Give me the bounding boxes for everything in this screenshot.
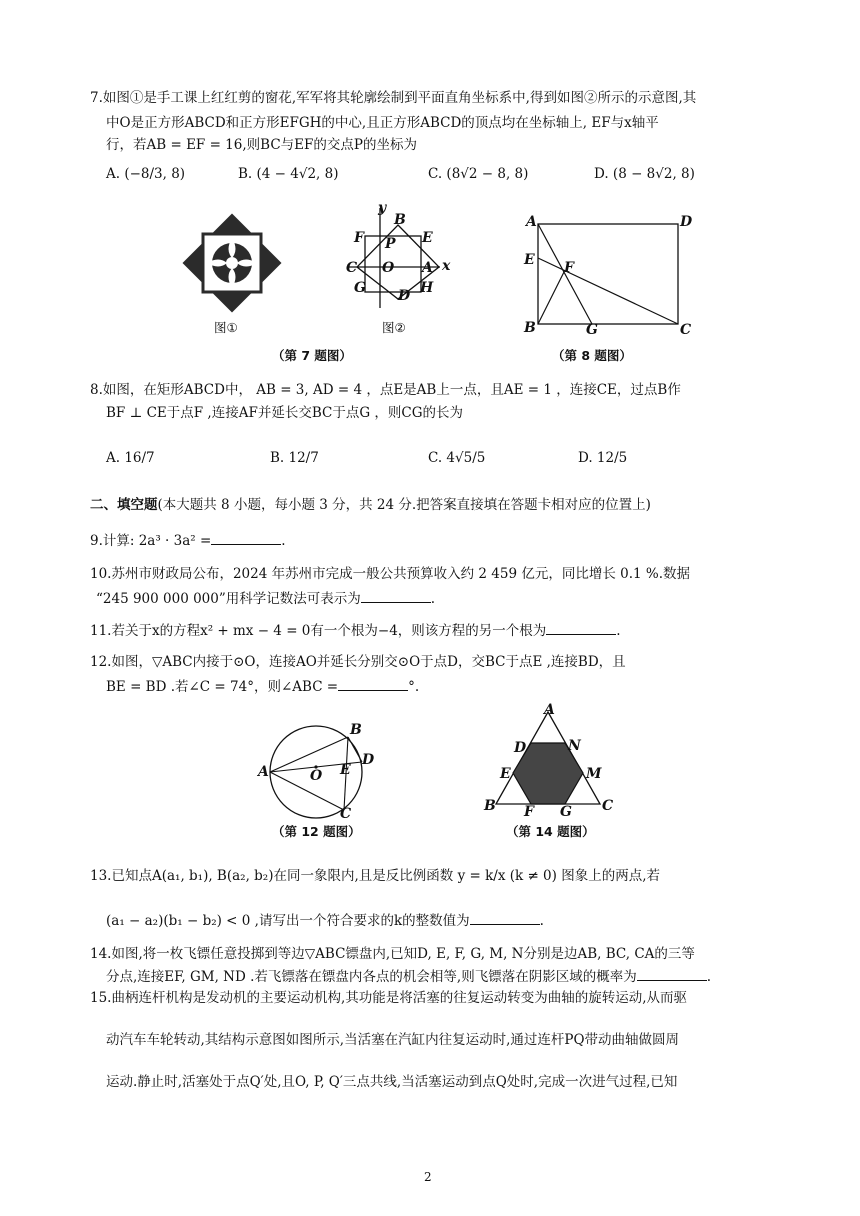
svg-text:D: D xyxy=(362,752,375,768)
svg-text:C: C xyxy=(340,806,352,822)
q9 xyxy=(90,530,286,551)
q11-end: . xyxy=(616,623,621,639)
fig2-label: 图② xyxy=(382,320,406,335)
triangle-hexagon-figure-q14 xyxy=(480,702,614,820)
section-2-title: 二、填空题 xyxy=(90,497,158,513)
svg-text:F: F xyxy=(564,260,574,276)
q12-text: BE = BD .若∠C = 74°，则∠ABC = xyxy=(106,679,339,695)
q15-line1: 15.曲柄连杆机构是发动机的主要运动机构,其功能是将活塞的往复运动转变为曲轴的旋转运动,从而驱 xyxy=(90,990,688,1006)
window-flower-figure xyxy=(185,218,285,314)
fig1-label: 图① xyxy=(214,320,238,335)
svg-text:A: A xyxy=(422,260,433,276)
q13-line1: 13.已知点A(a₁, b₁), B(a₂, b₂)在同一象限内,且是反比例函数 y = k/x (k ≠ 0) 图象上的两点,若 xyxy=(90,868,660,884)
svg-text:B: B xyxy=(524,320,536,336)
q14-end: . xyxy=(706,969,711,985)
q12-answer-blank[interactable] xyxy=(338,676,408,691)
q14-text: 分点,连接EF, GM, ND .若飞镖落在镖盘内各点的机会相等,则飞镖落在阴影区域的概率为 xyxy=(106,969,637,985)
svg-text:G: G xyxy=(354,280,366,296)
svg-text:E: E xyxy=(422,230,433,246)
q9-text: 9.计算: 2a³ · 3a² = xyxy=(90,533,212,549)
svg-text:G: G xyxy=(560,804,572,820)
q7-option-d: D. (8 − 8√2, 8) xyxy=(594,166,695,182)
q12-line2 xyxy=(106,676,419,697)
q8-line1: 8.如图，在矩形ABCD中， AB = 3, AD = 4 ，点E是AB上一点，且AE = 1 ，连接CE，过点B作 xyxy=(90,382,681,398)
q10-line2 xyxy=(96,588,435,609)
svg-text:B: B xyxy=(350,722,362,738)
svg-text:F: F xyxy=(354,230,364,246)
svg-text:D: D xyxy=(680,214,693,230)
q11-text: 11.若关于x的方程x² + mx − 4 = 0有一个根为−4，则该方程的另一个根为 xyxy=(90,623,547,639)
q9-answer-blank[interactable] xyxy=(211,530,281,545)
svg-text:C: C xyxy=(602,798,614,814)
q10-answer-blank[interactable] xyxy=(361,588,431,603)
svg-text:M: M xyxy=(586,766,602,782)
section-2-desc: (本大题共 8 小题，每小题 3 分，共 24 分.把答案直接填在答题卡相对应的位置上) xyxy=(157,497,651,513)
svg-text:P: P xyxy=(385,236,396,252)
svg-text:x: x xyxy=(442,258,451,274)
svg-text:A: A xyxy=(544,702,555,718)
fig2-y-label: y xyxy=(378,200,387,216)
svg-text:D: D xyxy=(514,740,527,756)
q10-text: “245 900 000 000”用科学记数法可表示为 xyxy=(96,591,361,607)
q10-end: . xyxy=(430,591,436,607)
svg-text:E: E xyxy=(340,762,351,778)
q7-option-b: B. (4 − 4√2, 8) xyxy=(238,166,339,182)
svg-text:E: E xyxy=(524,252,535,268)
svg-text:A: A xyxy=(258,764,269,780)
caption-fig8: （第 8 题图） xyxy=(552,348,632,363)
q15-line3: 运动.静止时,活塞处于点Q′处,且O, P, Q′三点共线,当活塞运动到点Q处时,完成一次进气过程,已知 xyxy=(106,1074,678,1090)
q13-line2 xyxy=(106,910,544,931)
q7-option-c: C. (8√2 − 8, 8) xyxy=(428,166,529,182)
q7-line1: 7.如图①是手工课上红红剪的窗花,军军将其轮廓绘制到平面直角坐标系中,得到如图②所示的示意图,其 xyxy=(90,90,697,106)
q8-option-d: D. 12/5 xyxy=(578,450,628,466)
svg-text:N: N xyxy=(568,738,581,754)
q11 xyxy=(90,620,621,641)
svg-text:C: C xyxy=(680,322,692,338)
svg-text:B: B xyxy=(394,212,406,228)
page-number: 2 xyxy=(424,1170,432,1184)
q7-line3: 行，若AB = EF = 16,则BC与EF的交点P的坐标为 xyxy=(106,137,417,153)
q7-option-a: A. (−8/3, 8) xyxy=(106,166,186,182)
svg-text:E: E xyxy=(500,766,511,782)
q8-option-a: A. 16/7 xyxy=(106,450,155,466)
circle-figure-q12 xyxy=(256,720,376,820)
q14-line1: 14.如图,将一枚飞镖任意投掷到等边▽ABC镖盘内,已知D, E, F, G, M, N分别是边AB, BC, CA的三等 xyxy=(90,946,695,962)
svg-text:O: O xyxy=(310,768,323,784)
q8-option-c: C. 4√5/5 xyxy=(428,450,486,466)
rectangle-figure-q8 xyxy=(520,210,693,338)
q8-line2: BF ⊥ CE于点F ,连接AF并延长交BC于点G ，则CG的长为 xyxy=(106,405,464,421)
q14-answer-blank[interactable] xyxy=(637,966,707,981)
q12-end: °. xyxy=(408,679,420,695)
q9-end: . xyxy=(281,533,286,549)
caption-fig14: （第 14 题图） xyxy=(506,824,595,839)
svg-text:B: B xyxy=(484,798,496,814)
svg-text:G: G xyxy=(586,322,598,338)
q15-line2: 动汽车车轮转动,其结构示意图如图所示,当活塞在汽缸内往复运动时,通过连杆PQ带动曲轴做圆周 xyxy=(106,1032,680,1048)
q10-line1: 10.苏州市财政局公布，2024 年苏州市完成一般公共预算收入约 2 459 亿元，同比增长 0.1 %.数据 xyxy=(90,566,691,582)
q13-answer-blank[interactable] xyxy=(470,910,540,925)
q13-end: . xyxy=(539,913,544,929)
q12-line1: 12.如图，▽ABC内接于⊙O，连接AO并延长分别交⊙O于点D，交BC于点E ,连接BD，且 xyxy=(90,654,626,670)
svg-text:O: O xyxy=(382,260,395,276)
svg-text:H: H xyxy=(420,280,434,296)
q13-text: (a₁ − a₂)(b₁ − b₂) < 0 ,请写出一个符合要求的k的整数值为 xyxy=(106,913,470,929)
squares-axes-figure xyxy=(340,200,460,315)
q14-line2 xyxy=(106,966,711,987)
caption-fig7: （第 7 题图） xyxy=(272,348,352,363)
q11-answer-blank[interactable] xyxy=(546,620,616,635)
q8-option-b: B. 12/7 xyxy=(270,450,319,466)
section-2-heading xyxy=(90,495,651,515)
svg-text:A: A xyxy=(526,214,537,230)
svg-text:C: C xyxy=(346,260,358,276)
caption-fig12: （第 12 题图） xyxy=(272,824,361,839)
svg-text:F: F xyxy=(524,804,534,820)
q7-line2: 中O是正方形ABCD和正方形EFGH的中心,且正方形ABCD的顶点均在坐标轴上, EF与x轴平 xyxy=(106,115,659,131)
svg-text:D: D xyxy=(398,288,411,304)
